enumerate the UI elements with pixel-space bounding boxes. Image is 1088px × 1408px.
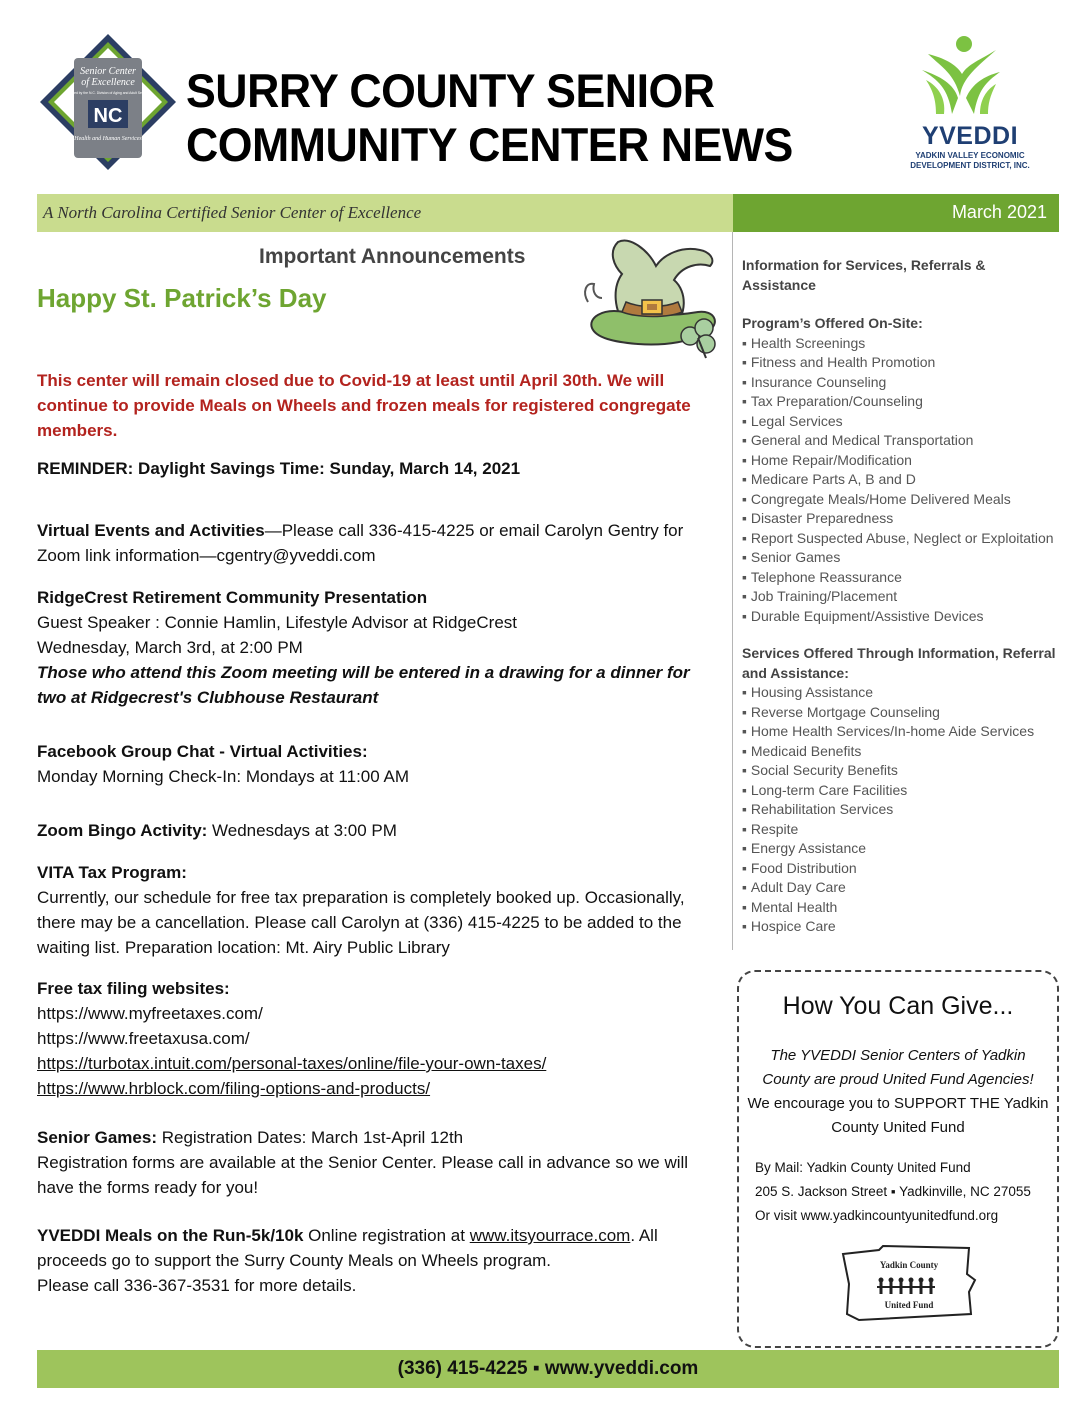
list-item: ▪ Job Training/Placement	[742, 587, 1060, 607]
list-item: ▪ Rehabilitation Services	[742, 800, 1060, 820]
banner-tagline-area	[37, 194, 733, 232]
title-line-2: COMMUNITY CENTER NEWS	[186, 118, 793, 171]
list-item: ▪ Congregate Meals/Home Delivered Meals	[742, 490, 1060, 510]
svg-text:NC: NC	[93, 105, 123, 127]
column-divider	[732, 232, 733, 950]
banner-tagline: A North Carolina Certified Senior Center of Excellence	[43, 203, 422, 222]
list-item: ▪ Respite	[742, 820, 1060, 840]
yadkin-united-fund-logo	[839, 1244, 979, 1324]
list-item: ▪ Disaster Preparedness	[742, 509, 1060, 529]
footer-bar	[37, 1350, 1059, 1388]
facebook-heading: Facebook Group Chat - Virtual Activities:	[37, 742, 368, 761]
footer-contact[interactable]: (336) 415-4225 ▪ www.yveddi.com	[397, 1358, 699, 1379]
referral-heading: Services Offered Through Information, Referral and Assistance:	[742, 645, 1056, 681]
header-banner	[37, 194, 1059, 232]
list-item: ▪ Health Screenings	[742, 334, 1060, 354]
give-mail-info	[755, 1156, 1031, 1228]
newsletter-title	[186, 64, 793, 172]
covid-notice: This center will remain closed due to Covid-19 at least until April 30th. We will continue to provide Meals on Wheels and frozen meals for registered congregate members.	[37, 371, 691, 440]
ridgecrest-drawing: Those who attend this Zoom meeting will be entered in a drawing for a dinner for two at Ridgecrest's Clubhouse Restaurant	[37, 663, 690, 707]
svg-text:of Excellence: of Excellence	[81, 77, 135, 88]
yveddi-figure-icon	[918, 34, 1002, 118]
list-item: ▪ Tax Preparation/Counseling	[742, 392, 1060, 412]
free-tax-site[interactable]: https://www.freetaxusa.com/	[37, 1029, 250, 1048]
svg-text:Certified by the N.C. Division: Certified by the N.C. Division of Aging and Adult Services	[65, 91, 151, 95]
bingo-section	[37, 818, 727, 843]
give-support-text: We encourage you to SUPPORT THE Yadkin County United Fund	[747, 1095, 1049, 1136]
onsite-heading: Program’s Offered On-Site:	[742, 315, 923, 331]
yveddi-subtitle-line-2: DEVELOPMENT DISTRICT, INC.	[910, 161, 1030, 170]
list-item: ▪ Reverse Mortgage Counseling	[742, 703, 1060, 723]
ridgecrest-heading: RidgeCrest Retirement Community Presentation	[37, 588, 428, 607]
yveddi-wordmark: YVEDDI	[921, 122, 1019, 150]
senior-games-heading: Senior Games:	[37, 1128, 157, 1147]
svg-text:United Fund: United Fund	[884, 1300, 934, 1310]
issue-date: March 2021	[951, 202, 1047, 222]
free-tax-heading: Free tax filing websites:	[37, 979, 230, 998]
bingo-text: Wednesdays at 3:00 PM	[207, 821, 397, 840]
meals-run-text: Online registration at	[303, 1226, 470, 1245]
list-item: ▪ Energy Assistance	[742, 839, 1060, 859]
facebook-text: Monday Morning Check-In: Mondays at 11:00 AM	[37, 767, 409, 786]
give-text	[747, 1044, 1049, 1140]
vita-heading: VITA Tax Program:	[37, 863, 187, 882]
list-item: ▪ Insurance Counseling	[742, 373, 1060, 393]
give-mail-line-1: By Mail: Yadkin County United Fund	[755, 1160, 971, 1175]
list-item: ▪ General and Medical Transportation	[742, 431, 1060, 451]
banner-date-area	[733, 194, 1059, 232]
referral-list	[742, 683, 1060, 937]
virtual-events-text: —Please call 336-415-4225 or email Carolyn Gentry for Zoom link information—cgentry@yveddi.com	[37, 521, 684, 565]
list-item: ▪ Fitness and Health Promotion	[742, 353, 1060, 373]
meals-run-heading: YVEDDI Meals on the Run-5k/10k	[37, 1226, 304, 1245]
list-item: ▪ Medicaid Benefits	[742, 742, 1060, 762]
yveddi-subtitle-line-1: YADKIN VALLEY ECONOMIC	[915, 151, 1025, 160]
svg-text:Senior Center: Senior Center	[80, 66, 136, 77]
give-italic-text: The YVEDDI Senior Centers of Yadkin County are proud United Fund Agencies!	[762, 1047, 1034, 1088]
meals-run-section	[37, 1223, 727, 1298]
list-item: ▪ Durable Equipment/Assistive Devices	[742, 607, 1060, 627]
list-item: ▪ Adult Day Care	[742, 878, 1060, 898]
list-item: ▪ Telephone Reassurance	[742, 568, 1060, 588]
st-patricks-heading: Happy St. Patrick’s Day	[37, 283, 327, 313]
list-item: ▪ Food Distribution	[742, 859, 1060, 879]
ridgecrest-section	[37, 585, 727, 710]
senior-center-excellence-seal	[38, 32, 178, 172]
list-item: ▪ Hospice Care	[742, 917, 1060, 937]
give-title: How You Can Give...	[782, 992, 1014, 1020]
dst-reminder: REMINDER: Daylight Savings Time: Sunday, March 14, 2021	[37, 459, 521, 478]
bingo-heading: Zoom Bingo Activity:	[37, 821, 208, 840]
list-item: ▪ Medicare Parts A, B and D	[742, 470, 1060, 490]
services-sidebar	[742, 256, 1060, 937]
free-tax-section	[37, 976, 727, 1101]
list-item: ▪ Housing Assistance	[742, 683, 1060, 703]
list-item: ▪ Senior Games	[742, 548, 1060, 568]
free-tax-site[interactable]: https://www.myfreetaxes.com/	[37, 1004, 263, 1023]
senior-games-text: Registration forms are available at the Senior Center. Please call in advance so we will have the forms ready for you!	[37, 1153, 689, 1197]
list-item: ▪ Mental Health	[742, 898, 1060, 918]
how-you-can-give-box	[737, 970, 1059, 1348]
senior-games-section	[37, 1125, 727, 1200]
virtual-events	[37, 518, 727, 568]
list-item: ▪ Home Health Services/In-home Aide Services	[742, 722, 1060, 742]
meals-run-call: Please call 336-367-3531 for more details.	[37, 1276, 357, 1295]
list-item: ▪ Social Security Benefits	[742, 761, 1060, 781]
senior-games-dates: Registration Dates: March 1st-April 12th	[157, 1128, 464, 1147]
meals-run-text-2: . All proceeds go to support the Surry County Meals on Wheels program.	[37, 1226, 658, 1270]
free-tax-site[interactable]: https://turbotax.intuit.com/personal-taxes/online/file-your-own-taxes/	[37, 1054, 547, 1073]
announcements-title: Important Announcements	[259, 245, 526, 268]
vita-section	[37, 860, 727, 960]
give-mail-line-2: 205 S. Jackson Street ▪ Yadkinville, NC 27055	[755, 1184, 1031, 1199]
yveddi-subtitle	[894, 151, 1046, 171]
virtual-events-heading: Virtual Events and Activities	[37, 521, 265, 540]
title-line-1: SURRY COUNTY SENIOR	[186, 64, 715, 117]
list-item: ▪ Home Repair/Modification	[742, 451, 1060, 471]
ridgecrest-speaker: Guest Speaker : Connie Hamlin, Lifestyle Advisor at RidgeCrest	[37, 613, 518, 632]
info-heading: Information for Services, Referrals & Assistance	[742, 257, 986, 293]
leprechaun-hat-icon	[578, 232, 724, 366]
svg-text:Health and Human Services: Health and Human Services	[74, 136, 142, 142]
list-item: ▪ Report Suspected Abuse, Neglect or Exploitation	[742, 529, 1060, 549]
vita-text: Currently, our schedule for free tax preparation is completely booked up. Occasionally, there may be a cancellation. Please call Carolyn at (336) 415-4225 to be added to the waiting list. Preparation location: Mt. Airy Public Library	[37, 888, 685, 957]
list-item: ▪ Long-term Care Facilities	[742, 781, 1060, 801]
list-item: ▪ Legal Services	[742, 412, 1060, 432]
itsyourrace-link[interactable]: www.itsyourrace.com	[469, 1226, 631, 1245]
ridgecrest-date: Wednesday, March 3rd, at 2:00 PM	[37, 638, 303, 657]
facebook-section	[37, 739, 727, 789]
svg-text:Yadkin County: Yadkin County	[879, 1260, 939, 1270]
give-mail-line-3[interactable]: Or visit www.yadkincountyunitedfund.org	[755, 1208, 999, 1223]
free-tax-site[interactable]: https://www.hrblock.com/filing-options-and-products/	[37, 1079, 431, 1098]
onsite-list	[742, 334, 1060, 627]
